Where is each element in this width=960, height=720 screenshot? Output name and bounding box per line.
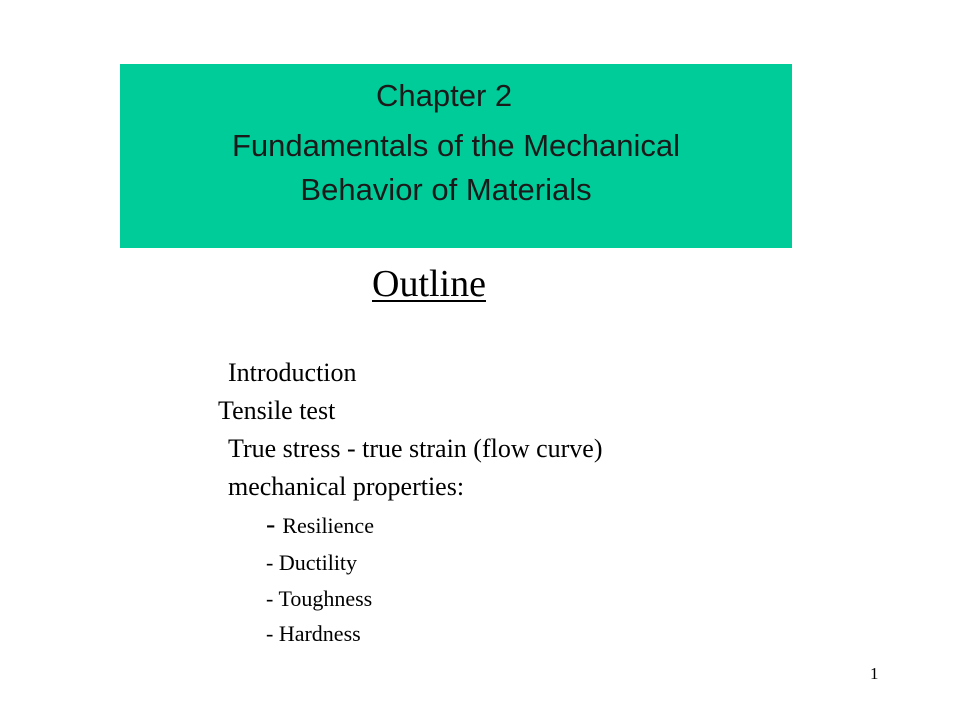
sub-item-label: Hardness <box>278 621 361 646</box>
sub-item-toughness <box>266 586 372 612</box>
outline-heading: Outline <box>372 263 486 305</box>
sub-item-hardness <box>266 621 361 647</box>
sub-item-label: Ductility <box>278 550 358 575</box>
page-number: 1 <box>870 664 879 683</box>
chapter-title-line-1: Fundamentals of the Mechanical <box>231 128 681 163</box>
outline-item-mechanical-properties: mechanical properties: <box>228 472 465 501</box>
sub-item-label: Resilience <box>282 513 374 538</box>
sub-item-dash: - <box>266 509 283 540</box>
outline-item-true-stress: True stress - true strain (flow curve) <box>228 434 603 463</box>
sub-item-ductility <box>266 550 357 576</box>
title-box <box>120 64 792 248</box>
sub-item-dash: - <box>266 550 279 575</box>
chapter-title-line-2: Behavior of Materials <box>300 172 592 207</box>
outline-item-tensile-test: Tensile test <box>218 396 336 425</box>
sub-item-dash: - <box>266 586 279 611</box>
sub-item-dash: - <box>266 621 279 646</box>
sub-item-label: Toughness <box>278 586 373 611</box>
sub-item-resilience <box>266 509 374 540</box>
chapter-label: Chapter 2 <box>376 78 513 113</box>
outline-item-introduction: Introduction <box>228 358 357 387</box>
